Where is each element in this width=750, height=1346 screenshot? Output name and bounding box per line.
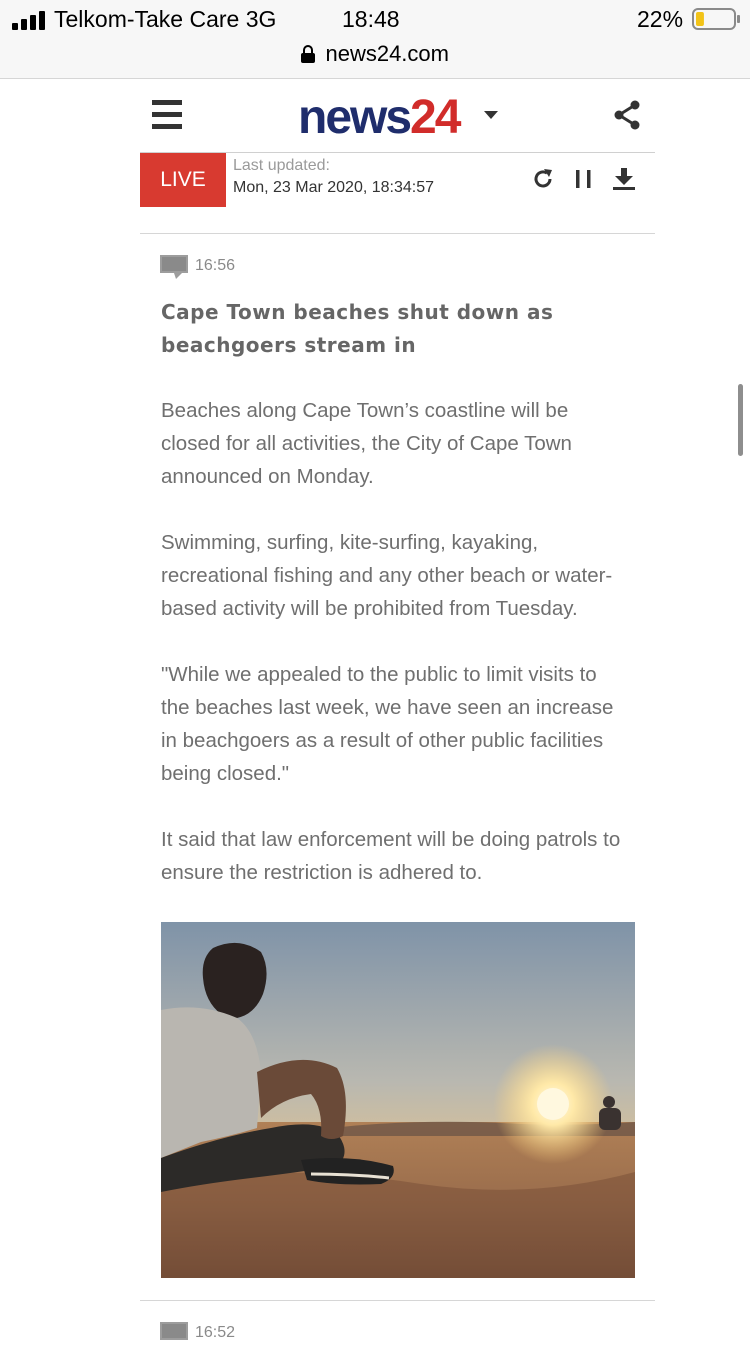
comment-icon xyxy=(160,1322,188,1346)
post-paragraph: "While we appealed to the public to limit visits to the beaches last week, we have seen an increase in beachgoers as a result of other public facilities being closed." xyxy=(161,663,614,785)
share-icon[interactable] xyxy=(612,100,642,130)
live-badge: LIVE xyxy=(140,153,226,207)
live-bar xyxy=(140,152,655,207)
section-divider xyxy=(140,1300,655,1301)
news24-logo[interactable] xyxy=(298,88,459,148)
hamburger-menu-icon[interactable] xyxy=(152,100,184,130)
last-updated-label: Last updated: xyxy=(233,157,330,174)
post-paragraph: Beaches along Cape Town’s coastline will be closed for all activities, the City of Cape Town announced on Monday. xyxy=(161,399,572,488)
post-paragraph: It said that law enforcement will be doing patrols to ensure the restriction is adhered to. xyxy=(161,828,621,884)
url-text: news24.com xyxy=(325,41,449,66)
pause-icon[interactable] xyxy=(572,167,596,191)
carrier-name: Telkom-Take Care xyxy=(54,6,240,32)
post-time: 16:52 xyxy=(195,1324,236,1341)
status-time: 18:48 xyxy=(342,6,400,32)
refresh-icon[interactable] xyxy=(531,167,555,191)
post-paragraph: Swimming, surfing, kite-surfing, kayaking, recreational fishing and any other beach or water-based activity will be prohibited from Tuesday. xyxy=(161,531,613,620)
post-title: Cape Town beaches shut down as beachgoers stream in xyxy=(161,300,554,357)
section-divider xyxy=(140,233,655,234)
chevron-down-icon[interactable] xyxy=(484,111,498,119)
status-bar xyxy=(0,0,750,79)
lock-icon xyxy=(301,45,315,63)
post-body xyxy=(161,394,629,922)
post-photo[interactable] xyxy=(161,922,635,1278)
signal-strength-icon xyxy=(12,10,48,30)
download-icon[interactable] xyxy=(612,167,636,191)
scrollbar[interactable] xyxy=(738,384,743,456)
site-header xyxy=(140,80,655,152)
post-time: 16:56 xyxy=(195,257,236,274)
logo-news-text: news xyxy=(298,91,411,144)
logo-24-text: 24 xyxy=(410,91,460,144)
last-updated-value: Mon, 23 Mar 2020, 18:34:57 xyxy=(233,179,435,196)
address-bar[interactable] xyxy=(0,38,750,72)
network-type: 3G xyxy=(245,6,277,32)
carrier-label xyxy=(54,4,276,34)
comment-icon xyxy=(160,255,188,279)
battery-percent: 22% xyxy=(637,6,684,32)
battery-icon xyxy=(692,8,742,30)
battery-fill xyxy=(696,12,704,26)
